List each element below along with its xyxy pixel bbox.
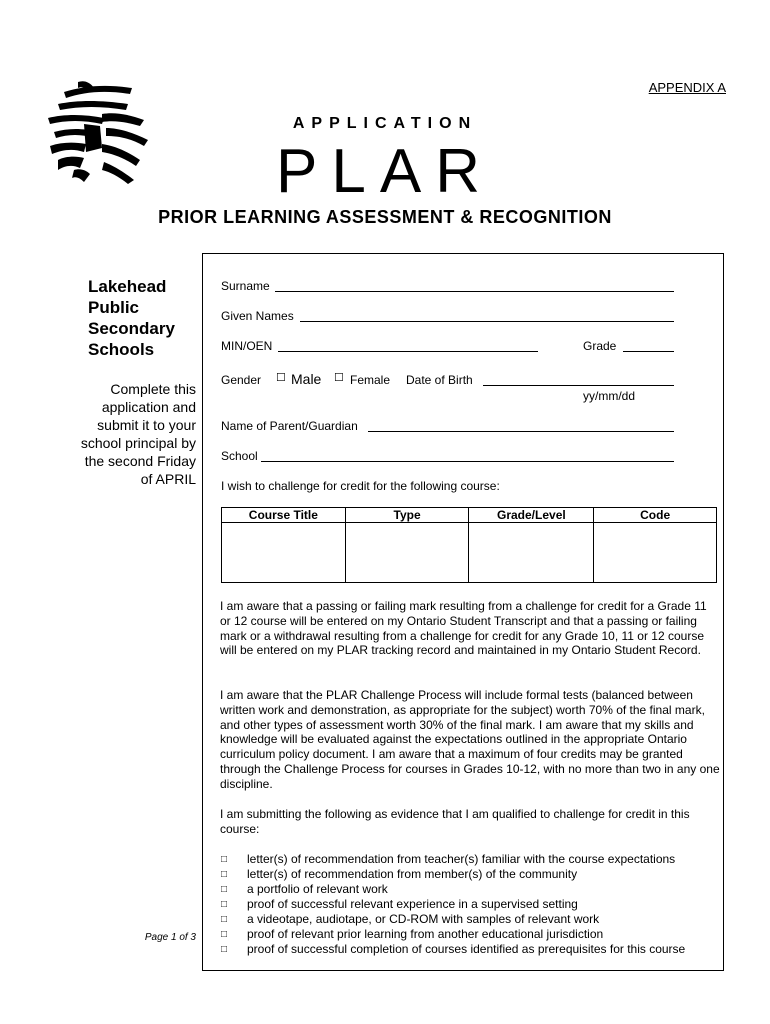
evidence-item-label: letter(s) of recommendation from teacher(s) familiar with the course expectations xyxy=(247,852,676,866)
board-line: Schools xyxy=(88,340,155,359)
table-header-row xyxy=(222,508,717,523)
min-oen-label: MIN/OEN xyxy=(221,339,273,353)
submission-instructions xyxy=(60,380,196,488)
list-item xyxy=(221,852,685,867)
checkbox[interactable]: □ xyxy=(221,869,228,880)
list-item xyxy=(221,912,685,927)
school-board-name xyxy=(88,276,198,360)
checkbox[interactable]: □ xyxy=(221,899,228,910)
male-checkbox[interactable]: ☐ xyxy=(276,372,286,384)
evidence-item-label: letter(s) of recommendation from member(s) of the community xyxy=(247,867,578,881)
surname-field[interactable] xyxy=(275,291,674,292)
list-item xyxy=(221,882,685,897)
page-number: Page 1 of 3 xyxy=(144,932,196,943)
column-header-code: Code xyxy=(594,508,717,523)
column-header-grade-level: Grade/Level xyxy=(469,508,594,523)
dob-format-hint: yy/mm/dd xyxy=(583,389,636,403)
instruction-line: of APRIL xyxy=(140,471,196,487)
parent-guardian-field[interactable] xyxy=(368,431,674,432)
grade-field[interactable] xyxy=(623,351,674,352)
column-header-type: Type xyxy=(345,508,469,523)
evidence-intro: I am submitting the following as evidence that I am qualified to challenge for credit in this course: xyxy=(220,807,690,836)
instruction-line: application and xyxy=(101,399,196,415)
grade-label: Grade xyxy=(583,339,617,353)
board-line: Secondary xyxy=(88,319,175,338)
list-item xyxy=(221,927,685,942)
challenge-process-acknowledgement: I am aware that the PLAR Challenge Process will include formal tests (balanced between written work and demonstration, as appropriate for the subject) worth 70% of the final mark, and other types of assessment worth 30% of the final mark. I am aware that my skills and knowledge will be evaluated against the expectations outlined in the appropriate Ontario curriculum policy document. I am aware that a maximum of four credits may be granted through the Challenge Process for courses in Grades 10-12, with no more than two in any one discipline. xyxy=(220,688,720,791)
checkbox[interactable]: □ xyxy=(221,929,228,940)
list-item xyxy=(221,897,685,912)
page-title: PLAR xyxy=(276,137,494,206)
dob-field[interactable] xyxy=(483,385,674,386)
male-label: Male xyxy=(291,371,322,387)
surname-label: Surname xyxy=(221,279,270,293)
course-title-cell[interactable] xyxy=(222,523,346,583)
female-checkbox[interactable]: ☐ xyxy=(334,372,344,384)
evidence-item-label: a portfolio of relevant work xyxy=(247,882,388,896)
instruction-line: submit it to your xyxy=(97,417,196,433)
table-row xyxy=(222,523,717,583)
school-field[interactable] xyxy=(261,461,674,462)
appendix-label: APPENDIX A xyxy=(648,80,726,95)
evidence-item-label: a videotape, audiotape, or CD-ROM with samples of relevant work xyxy=(247,912,600,926)
checkbox[interactable]: □ xyxy=(221,854,228,865)
evidence-item-label: proof of successful completion of courses identified as prerequisites for this course xyxy=(247,942,686,956)
page-subtitle: PRIOR LEARNING ASSESSMENT & RECOGNITION xyxy=(158,207,612,227)
school-label: School xyxy=(221,449,258,463)
code-cell[interactable] xyxy=(594,523,717,583)
gender-label: Gender xyxy=(221,373,262,387)
given-names-label: Given Names xyxy=(221,309,294,323)
checkbox[interactable]: □ xyxy=(221,944,228,955)
parent-guardian-label: Name of Parent/Guardian xyxy=(221,419,358,433)
column-header-course-title: Course Title xyxy=(222,508,346,523)
checkbox[interactable]: □ xyxy=(221,914,228,925)
type-cell[interactable] xyxy=(345,523,469,583)
application-label: APPLICATION xyxy=(292,115,478,132)
checkbox[interactable]: □ xyxy=(221,884,228,895)
board-line: Public xyxy=(88,298,140,317)
given-names-field[interactable] xyxy=(300,321,674,322)
evidence-list xyxy=(221,852,685,957)
instruction-line: the second Friday xyxy=(84,453,196,469)
course-table xyxy=(221,507,717,583)
evidence-item-label: proof of successful relevant experience in a supervised setting xyxy=(247,897,578,911)
min-oen-field[interactable] xyxy=(278,351,538,352)
female-label: Female xyxy=(350,373,391,387)
transcript-acknowledgement: I am aware that a passing or failing mark resulting from a challenge for credit for a Grade 11 or 12 course will be entered on my Ontario Student Transcript and that a passing or failing mark or a withdrawal resulting from a challenge for credit for any Grade 10, 11 or 12 course will be entered on my PLAR tracking record and maintained in my Ontario Student Record. xyxy=(220,599,707,658)
evidence-item-label: proof of relevant prior learning from another educational jurisdiction xyxy=(247,927,604,941)
challenge-intro: I wish to challenge for credit for the following course: xyxy=(221,479,500,493)
instruction-line: school principal by xyxy=(80,435,196,451)
board-line: Lakehead xyxy=(88,277,167,296)
grade-level-cell[interactable] xyxy=(469,523,594,583)
instruction-line: Complete this xyxy=(110,381,196,397)
dob-label: Date of Birth xyxy=(406,373,473,387)
list-item xyxy=(221,867,685,882)
list-item xyxy=(221,942,685,957)
